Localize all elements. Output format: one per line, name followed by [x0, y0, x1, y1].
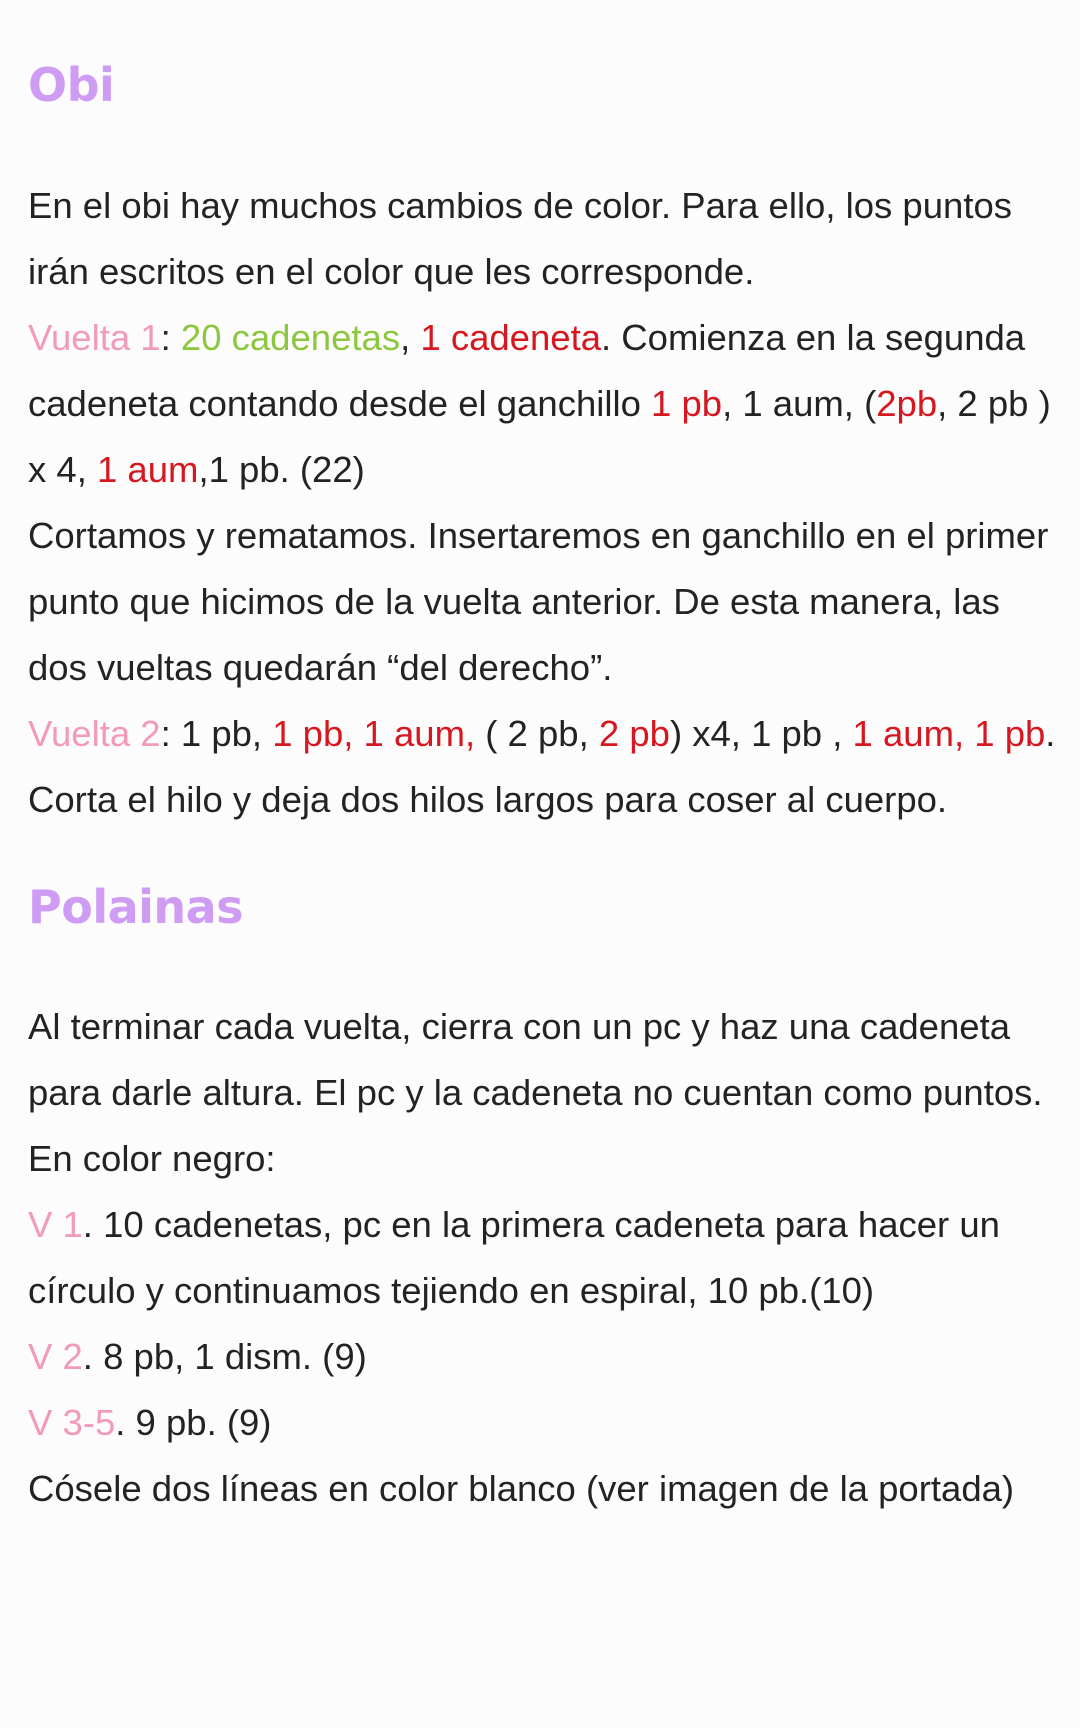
green-stitch: 20 cadenetas [180, 317, 401, 358]
obi-cut-instructions: Cortamos y rematamos. Insertaremos en ganchillo en el primer punto que hicimos de la vuelta anterior. De esta manera, las dos vueltas quedarán “del derecho”. [28, 515, 1049, 688]
polainas-intro: Al terminar cada vuelta, cierra con un pc y haz una cadeneta para darle altura. El pc y la cadeneta no cuentan como puntos. En color negro: [28, 1006, 1043, 1179]
polainas-closing: Cósele dos líneas en color blanco (ver imagen de la portada) [28, 1468, 1015, 1509]
red-stitch: 2 pb [598, 713, 670, 754]
round-text: . 10 cadenetas, pc en la primera cadeneta para hacer un círculo y continuamos tejiendo en espiral, 10 pb.(10) [28, 1204, 1000, 1311]
red-stitch: 1 pb [651, 383, 723, 424]
polainas-round-1 [28, 1192, 1058, 1324]
round-text: , 2 pb ) x 4, [28, 383, 1051, 490]
section-title-polainas: Polainas [28, 880, 244, 934]
round-text: . Comienza en la segunda cadeneta contando desde el ganchillo [28, 317, 1026, 424]
polainas-round-3-5 [28, 1390, 1058, 1456]
round-label: V 1 [28, 1204, 83, 1245]
round-text: : 1 pb, [160, 713, 273, 754]
round-label: Vuelta 2 [28, 713, 161, 754]
round-text: . 8 pb, 1 dism. (9) [82, 1336, 367, 1377]
round-text: . 9 pb. (9) [115, 1402, 272, 1443]
red-stitch: 1 aum, 1 pb [852, 713, 1046, 754]
round-text: ,1 pb. (22) [198, 449, 365, 490]
round-text: , 1 aum, ( [722, 383, 877, 424]
round-text: ) x4, 1 pb , [669, 713, 853, 754]
obi-round-2 [28, 701, 1058, 767]
separator: , [400, 317, 421, 358]
round-text: ( 2 pb, [475, 713, 599, 754]
red-stitch: 1 cadeneta [420, 317, 602, 358]
section-title-obi: Obi [28, 58, 115, 112]
separator: : [160, 317, 181, 358]
red-stitch: 2pb [876, 383, 938, 424]
red-stitch: 1 aum [96, 449, 199, 490]
obi-round-1 [28, 305, 1058, 503]
round-label: V 3-5 [28, 1402, 116, 1443]
round-label: V 2 [28, 1336, 83, 1377]
obi-closing: Corta el hilo y deja dos hilos largos para coser al cuerpo. [28, 779, 948, 820]
obi-intro: En el obi hay muchos cambios de color. Para ello, los puntos irán escritos en el color que les corresponde. [28, 185, 1013, 292]
article-content [28, 0, 1058, 1522]
round-label: Vuelta 1 [28, 317, 161, 358]
round-text: . [1045, 713, 1056, 754]
red-stitch: 1 pb, 1 aum, [272, 713, 476, 754]
polainas-round-2 [28, 1324, 1058, 1390]
